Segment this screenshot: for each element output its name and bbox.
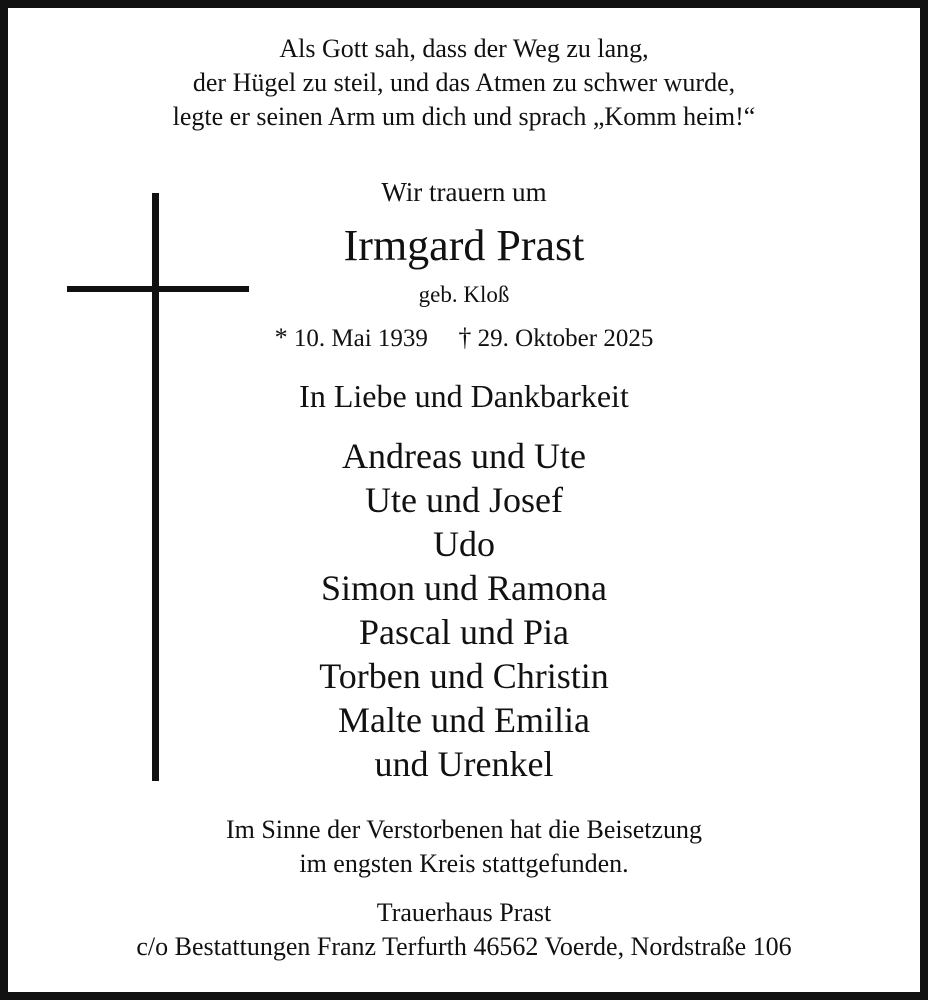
note-line-1: Im Sinne der Verstorbenen hat die Beisetzung — [225, 815, 703, 844]
family-line: Simon und Ramona — [321, 568, 607, 608]
verse-line-2: der Hügel zu steil, und das Atmen zu schwer wurde, — [192, 68, 736, 97]
life-dates — [0, 323, 928, 353]
maiden-name: geb. Kloß — [418, 282, 510, 307]
family-line: Malte und Emilia — [338, 700, 590, 740]
death-symbol: † — [458, 323, 472, 352]
thanks-text: In Liebe und Dankbarkeit — [299, 378, 629, 414]
family-line: Torben und Christin — [319, 656, 609, 696]
family-line: Andreas und Ute — [342, 436, 586, 476]
contact-address: c/o Bestattungen Franz Terfurth 46562 Voerde, Nordstraße 106 — [136, 932, 792, 961]
family-line: und Urenkel — [374, 744, 554, 784]
birth-symbol: * — [274, 323, 288, 352]
family-line: Ute und Josef — [365, 480, 563, 520]
family-line: Pascal und Pia — [359, 612, 569, 652]
birth-date: 10. Mai 1939 — [293, 325, 428, 352]
deceased-name: Irmgard Prast — [343, 221, 585, 270]
mourning-house: Trauerhaus Prast — [376, 898, 552, 927]
verse-line-3: legte er seinen Arm um dich und sprach „Komm heim!“ — [172, 102, 756, 131]
verse-line-1: Als Gott sah, dass der Weg zu lang, — [279, 34, 649, 63]
note-line-2: im engsten Kreis stattgefunden. — [299, 849, 629, 878]
family-line: Udo — [433, 524, 495, 564]
death-date: 29. Oktober 2025 — [477, 325, 654, 352]
intro-text: Wir trauern um — [381, 177, 547, 207]
